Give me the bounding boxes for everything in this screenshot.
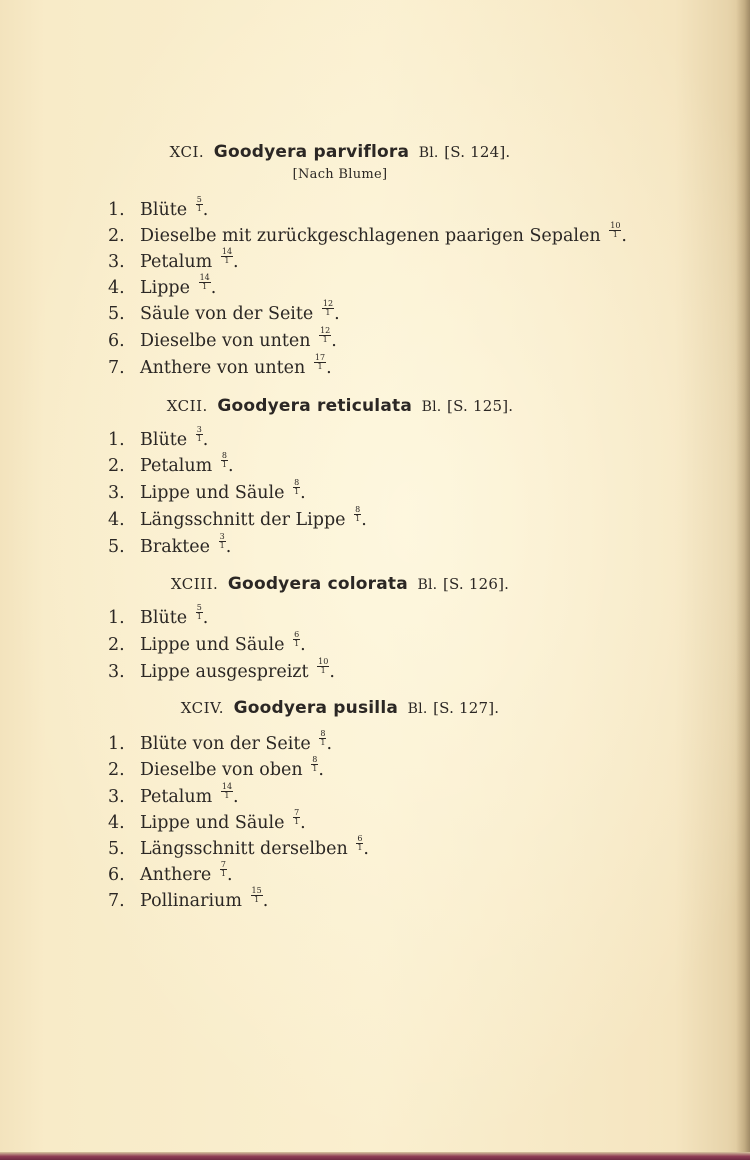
magnification-fraction: $\frac{12}{1}$ bbox=[322, 299, 334, 317]
magnification-fraction: $\frac{12}{1}$ bbox=[320, 326, 331, 344]
list-item: 5. Längsschnitt derselben $\frac{6}{1}$ . bbox=[108, 834, 369, 859]
section-heading bbox=[0, 396, 680, 416]
list-item: 2. Dieselbe von oben $\frac{8}{1}$ . bbox=[108, 755, 324, 780]
list-item: 4. Lippe $\frac{14}{1}$ . bbox=[108, 273, 217, 298]
magnification-fraction: $\frac{8}{1}$ bbox=[320, 729, 326, 747]
magnification-fraction: $\frac{15}{1}$ bbox=[251, 886, 262, 904]
magnification-fraction: $\frac{6}{1}$ bbox=[357, 834, 363, 852]
species-name: Goodyera colorata bbox=[227, 574, 408, 594]
magnification-fraction: $\frac{14}{1}$ bbox=[199, 273, 210, 291]
magnification-fraction: $\frac{7}{1}$ bbox=[220, 860, 226, 878]
list-item: 3. Lippe und Säule $\frac{8}{1}$ . bbox=[108, 478, 306, 503]
section-heading bbox=[0, 698, 680, 718]
magnification-fraction: $\frac{8}{1}$ bbox=[294, 478, 300, 496]
list-item: 1. Blüte von der Seite $\frac{8}{1}$ . bbox=[108, 729, 333, 754]
species-name: Goodyera reticulata bbox=[217, 396, 412, 416]
list-item: 3. Petalum $\frac{14}{1}$ . bbox=[108, 247, 239, 272]
author-abbrev: Bl. bbox=[421, 399, 442, 415]
list-item: 7. Pollinarium $\frac{15}{1}$ . bbox=[108, 886, 269, 911]
magnification-fraction: $\frac{8}{1}$ bbox=[312, 755, 318, 773]
magnification-fraction: $\frac{6}{1}$ bbox=[294, 630, 300, 648]
page-reference: [S. 127]. bbox=[433, 699, 500, 717]
list-item: 3. Petalum $\frac{14}{1}$ . bbox=[108, 782, 239, 807]
magnification-fraction: $\frac{17}{1}$ bbox=[314, 353, 326, 371]
source-note: [Nach Blume] bbox=[292, 167, 388, 182]
list-item: 2. Lippe und Säule $\frac{6}{1}$ . bbox=[108, 630, 306, 655]
section-heading bbox=[0, 574, 680, 594]
magnification-fraction: $\frac{5}{1}$ bbox=[196, 195, 202, 213]
magnification-fraction: $\frac{10}{1}$ bbox=[318, 657, 329, 675]
section-number: XCI. bbox=[169, 143, 205, 161]
section-number: XCII. bbox=[166, 397, 208, 415]
list-item: 4. Längsschnitt der Lippe $\frac{8}{1}$ . bbox=[108, 505, 367, 530]
section-number: XCIII. bbox=[170, 575, 219, 593]
page-reference: [S. 125]. bbox=[447, 397, 514, 415]
list-item: 2. Petalum $\frac{8}{1}$ . bbox=[108, 451, 234, 476]
section-number: XCIV. bbox=[180, 699, 225, 717]
magnification-fraction: $\frac{8}{1}$ bbox=[221, 451, 227, 469]
page-reference: [S. 124]. bbox=[444, 143, 511, 161]
list-item: 6. Anthere $\frac{7}{1}$ . bbox=[108, 860, 233, 885]
list-item: 3. Lippe ausgespreizt $\frac{10}{1}$ . bbox=[108, 657, 335, 682]
magnification-fraction: $\frac{5}{1}$ bbox=[196, 603, 202, 621]
list-item: 5. Braktee $\frac{3}{1}$ . bbox=[108, 532, 232, 557]
list-item: 1. Blüte $\frac{5}{1}$ . bbox=[108, 603, 209, 628]
species-name: Goodyera parviflora bbox=[213, 142, 410, 162]
list-item: 5. Säule von der Seite $\frac{12}{1}$ . bbox=[108, 299, 340, 324]
magnification-fraction: $\frac{3}{1}$ bbox=[219, 532, 225, 550]
magnification-fraction: $\frac{7}{1}$ bbox=[294, 808, 300, 826]
magnification-fraction: $\frac{14}{1}$ bbox=[221, 782, 233, 800]
author-abbrev: Bl. bbox=[418, 145, 439, 161]
species-name: Goodyera pusilla bbox=[233, 698, 399, 718]
list-item: 7. Anthere von unten $\frac{17}{1}$ . bbox=[108, 353, 332, 378]
list-item: 4. Lippe und Säule $\frac{7}{1}$ . bbox=[108, 808, 306, 833]
magnification-fraction: $\frac{10}{1}$ bbox=[610, 221, 621, 239]
magnification-fraction: $\frac{3}{1}$ bbox=[196, 425, 202, 443]
author-abbrev: Bl. bbox=[417, 577, 438, 593]
magnification-fraction: $\frac{14}{1}$ bbox=[221, 247, 233, 265]
page-reference: [S. 126]. bbox=[442, 575, 510, 593]
section-heading bbox=[0, 142, 680, 162]
list-item: 1. Blüte $\frac{5}{1}$ . bbox=[108, 195, 209, 220]
page-edge-shadow bbox=[736, 0, 750, 1160]
page-bottom-edge bbox=[0, 1152, 750, 1160]
author-abbrev: Bl. bbox=[407, 701, 428, 717]
list-item: 6. Dieselbe von unten $\frac{12}{1}$ . bbox=[108, 326, 337, 351]
list-item: 1. Blüte $\frac{3}{1}$ . bbox=[108, 425, 209, 450]
list-item: 2. Dieselbe mit zurückgeschlagenen paarigen Sepalen $\frac{10}{1}$ . bbox=[108, 221, 627, 246]
magnification-fraction: $\frac{8}{1}$ bbox=[355, 505, 361, 523]
